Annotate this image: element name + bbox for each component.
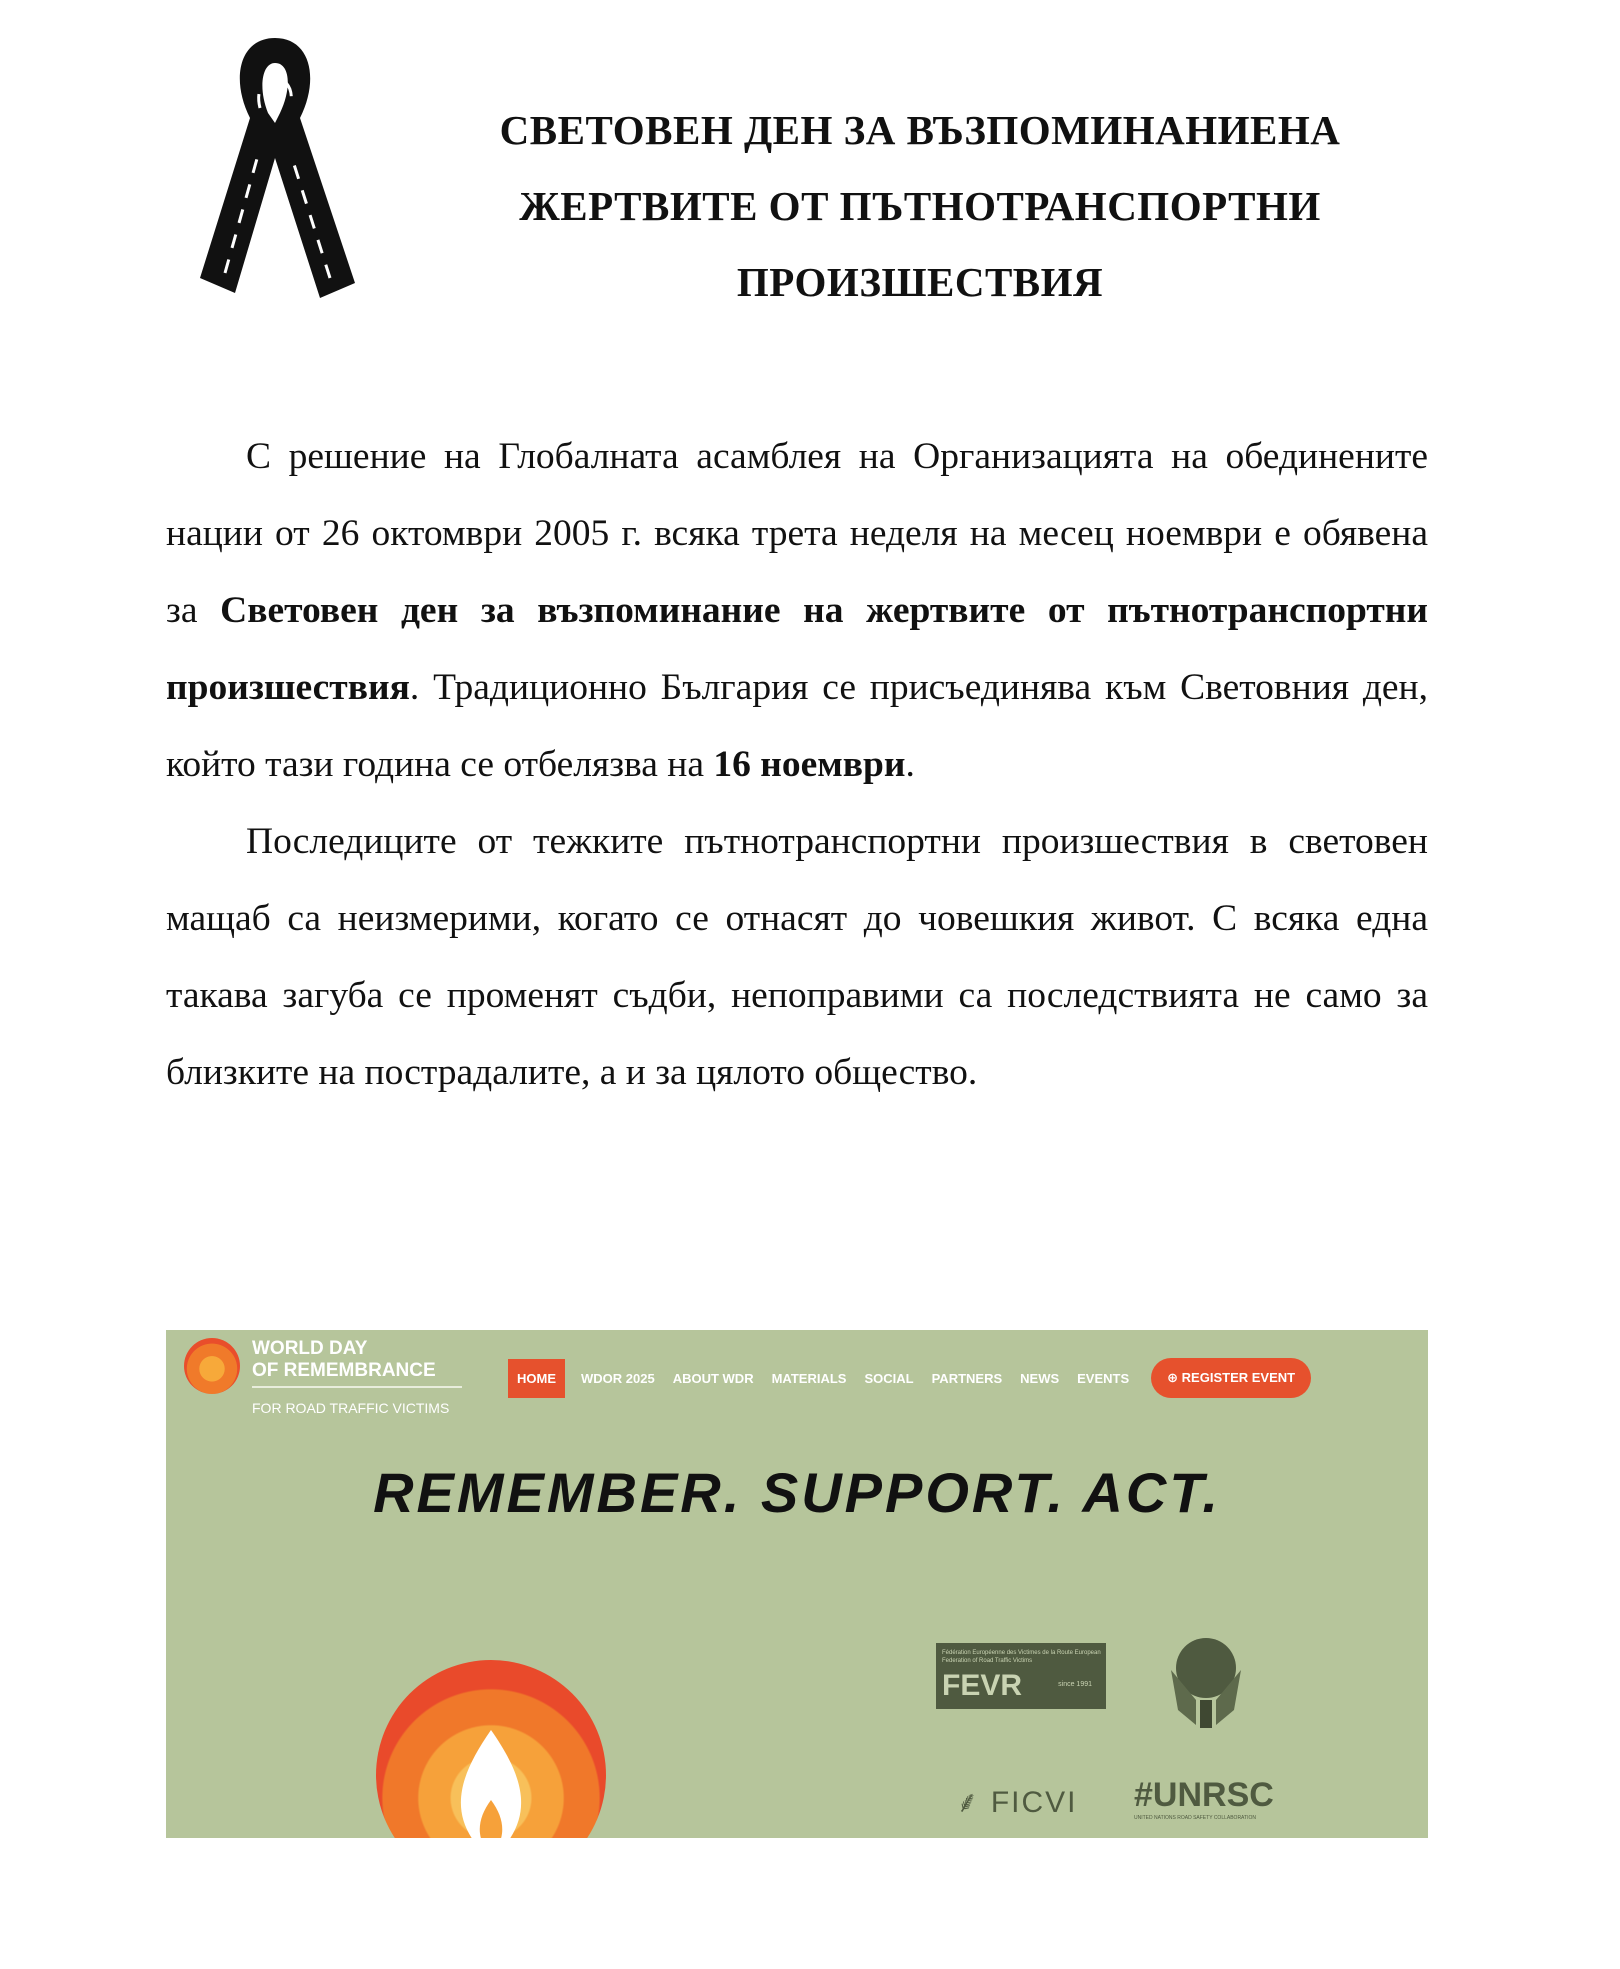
paragraph-1 xyxy=(166,418,1428,803)
unrsc-subtitle: UNITED NATIONS ROAD SAFETY COLLABORATION xyxy=(1134,1815,1256,1821)
unrsc-logo xyxy=(1134,1776,1274,1821)
slogan: REMEMBER. SUPPORT. ACT. xyxy=(373,1461,1221,1524)
nav-events[interactable]: EVENTS xyxy=(1077,1370,1130,1386)
logo-text xyxy=(252,1338,436,1382)
grass-icon: ⸙ xyxy=(956,1786,991,1819)
nav-home[interactable]: HOME xyxy=(508,1359,565,1398)
plus-circle-icon: ⊕ xyxy=(1167,1370,1182,1385)
nav-news[interactable]: NEWS xyxy=(1020,1370,1060,1386)
body-text xyxy=(166,418,1428,1111)
title-line: СВЕТОВЕН ДЕН ЗА ВЪЗПОМИНАНИЕНА xyxy=(499,107,1341,153)
wdr-website-banner xyxy=(166,1330,1428,1838)
text: С решение на Глобалната асамблея на Организацията на обединените нации от 26 октомври 2005 г. всяка трета неделя на месец ноември е обявена за xyxy=(166,436,1428,631)
nav-about[interactable]: ABOUT WDR xyxy=(672,1370,754,1386)
divider xyxy=(252,1386,462,1388)
hands-globe-road-icon xyxy=(1166,1630,1246,1730)
nav-partners[interactable]: PARTNERS xyxy=(931,1370,1003,1386)
candle-flame-icon xyxy=(376,1660,606,1838)
bold-text: Световен ден за възпоминание на жертвите от пътнотранспортни произшествия xyxy=(166,590,1428,708)
paragraph-2: Последиците от тежките пътнотранспортни произшествия в световен мащаб са неизмерими, когато се отнасят до човешкия живот. С всяка една такава загуба се променят съдби, непоправими са последствията не само за близките на пострадалите, а и за цялото общество. xyxy=(166,821,1428,1093)
fevr-name: FEVR xyxy=(942,1669,1023,1702)
mourning-road-ribbon-icon xyxy=(180,28,370,318)
title-line: ПРОИЗШЕСТВИЯ xyxy=(736,259,1104,305)
title-line: ЖЕРТВИТЕ ОТ ПЪТНОТРАНСПОРТНИ xyxy=(519,183,1321,229)
candle-logo-icon xyxy=(184,1338,240,1394)
text: . xyxy=(905,744,915,785)
nav-wdor-2025[interactable]: WDOR 2025 xyxy=(581,1370,655,1386)
nav-social[interactable]: SOCIAL xyxy=(864,1370,914,1386)
fevr-logo xyxy=(936,1643,1106,1709)
nav-materials[interactable]: MATERIALS xyxy=(771,1370,847,1386)
register-label: REGISTER EVENT xyxy=(1181,1370,1296,1385)
register-event-button[interactable] xyxy=(1151,1358,1311,1398)
nav-bar xyxy=(508,1358,1311,1398)
logo-line: OF REMEMBRANCE xyxy=(252,1360,436,1381)
fevr-since: since 1991 xyxy=(1058,1681,1092,1688)
text: . Традиционно България се присъединява към Световния ден, който тази година се отбелязва на xyxy=(166,667,1428,785)
logo-subtitle: FOR ROAD TRAFFIC VICTIMS xyxy=(252,1400,450,1416)
fevr-subtitle: Fédération Européenne des Victimes de la Route European Federation of Road Traffic Victims xyxy=(942,1650,1101,1664)
ficvi-logo xyxy=(956,1780,1078,1821)
page-title xyxy=(420,92,1420,320)
logo-line: WORLD DAY xyxy=(252,1338,368,1359)
ficvi-text: FICVI xyxy=(990,1786,1078,1819)
bold-date: 16 ноември xyxy=(713,744,906,785)
unrsc-text: #UNRSC xyxy=(1134,1776,1274,1814)
